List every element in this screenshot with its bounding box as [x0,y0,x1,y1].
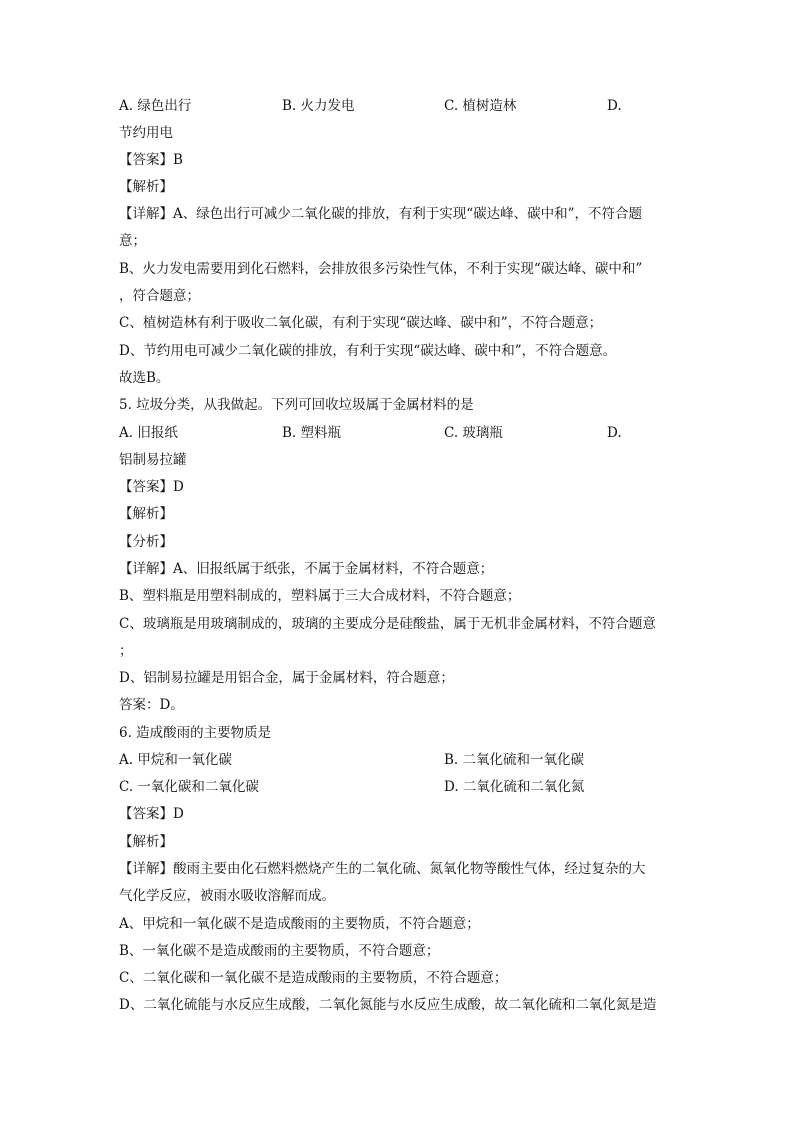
q4-detail-line: 【详解】A、绿色出行可减少二氧化碳的排放，有利于实现“碳达峰、碳中和”，不符合题 [119,206,643,222]
q6-question: 6. 造成酸雨的主要物质是 [119,725,272,741]
q4-option-d: D. [607,98,622,114]
q6-option-b: B. 二氧化硫和一氧化碳 [444,752,585,768]
q5-detail-line: 【详解】A、旧报纸属于纸张，不属于金属材料，不符合题意； [119,561,494,577]
q5-detail-line: B、塑料瓶是用塑料制成的，塑料属于三大合成材料，不符合题意； [119,588,521,604]
q5-option-b: B. 塑料瓶 [282,425,342,441]
q4-conclusion: 故选B。 [119,370,170,386]
q5-fenxi-label: 【分析】 [119,534,173,550]
q4-detail-line: C、植树造林有利于吸收二氧化碳，有利于实现“碳达峰、碳中和”，不符合题意； [119,315,603,331]
q5-conclusion: 答案：D。 [119,697,184,713]
q4-option-c: C. 植树造林 [444,98,517,114]
q4-analysis-label: 【解析】 [119,179,173,195]
q5-analysis-label: 【解析】 [119,506,173,522]
q6-option-d: D. 二氧化硫和二氧化氮 [444,779,585,795]
q5-detail-line: C、玻璃瓶是用玻璃制成的，玻璃的主要成分是硅酸盐，属于无机非金属材料，不符合题意 [119,616,656,632]
q5-question: 5. 垃圾分类，从我做起。下列可回收垃圾属于金属材料的是 [119,397,474,413]
q5-detail-line: D、铝制易拉罐是用铝合金，属于金属材料，符合题意； [119,670,454,686]
q5-option-c: C. 玻璃瓶 [444,425,503,441]
q6-detail-line: 气化学反应，被雨水吸收溶解而成。 [119,888,335,904]
q4-option-a: A. 绿色出行 [119,98,192,114]
q6-detail-line: 【详解】酸雨主要由化石燃料燃烧产生的二氧化硫、氮氧化物等酸性气体，经过复杂的大 [119,861,646,877]
q4-detail-line: B、火力发电需要用到化石燃料，会排放很多污染性气体，不利于实现“碳达峰、碳中和” [119,261,643,277]
q6-detail-line: B、一氧化碳不是造成酸雨的主要物质，不符合题意； [119,943,440,959]
q6-detail-line: D、二氧化硫能与水反应生成酸，二氧化氮能与水反应生成酸，故二氧化硫和二氧化氮是造 [119,997,657,1013]
q5-option-d: D. [607,425,622,441]
q4-detail-line: D、节约用电可减少二氧化碳的排放，有利于实现“碳达峰、碳中和”，不符合题意。 [119,343,617,359]
q4-option-d-text: 节约用电 [119,125,173,141]
q4-detail-line: 意； [119,233,146,249]
q6-detail-line: C、二氧化碳和一氧化碳不是造成酸雨的主要物质，不符合题意； [119,970,508,986]
q6-analysis-label: 【解析】 [119,834,173,850]
q6-option-c: C. 一氧化碳和二氧化碳 [119,779,259,795]
q5-option-a: A. 旧报纸 [119,425,178,441]
q4-option-b: B. 火力发电 [282,98,355,114]
q4-answer: 【答案】B [119,152,183,168]
q4-detail-line: ，符合题意； [119,288,200,304]
q6-option-a: A. 甲烷和一氧化碳 [119,752,232,768]
q6-answer: 【答案】D [119,806,184,822]
q6-detail-line: A、甲烷和一氧化碳不是造成酸雨的主要物质，不符合题意； [119,916,480,932]
q5-option-d-text: 铝制易拉罐 [119,452,187,468]
q5-detail-line: ； [119,643,133,659]
q5-answer: 【答案】D [119,479,184,495]
